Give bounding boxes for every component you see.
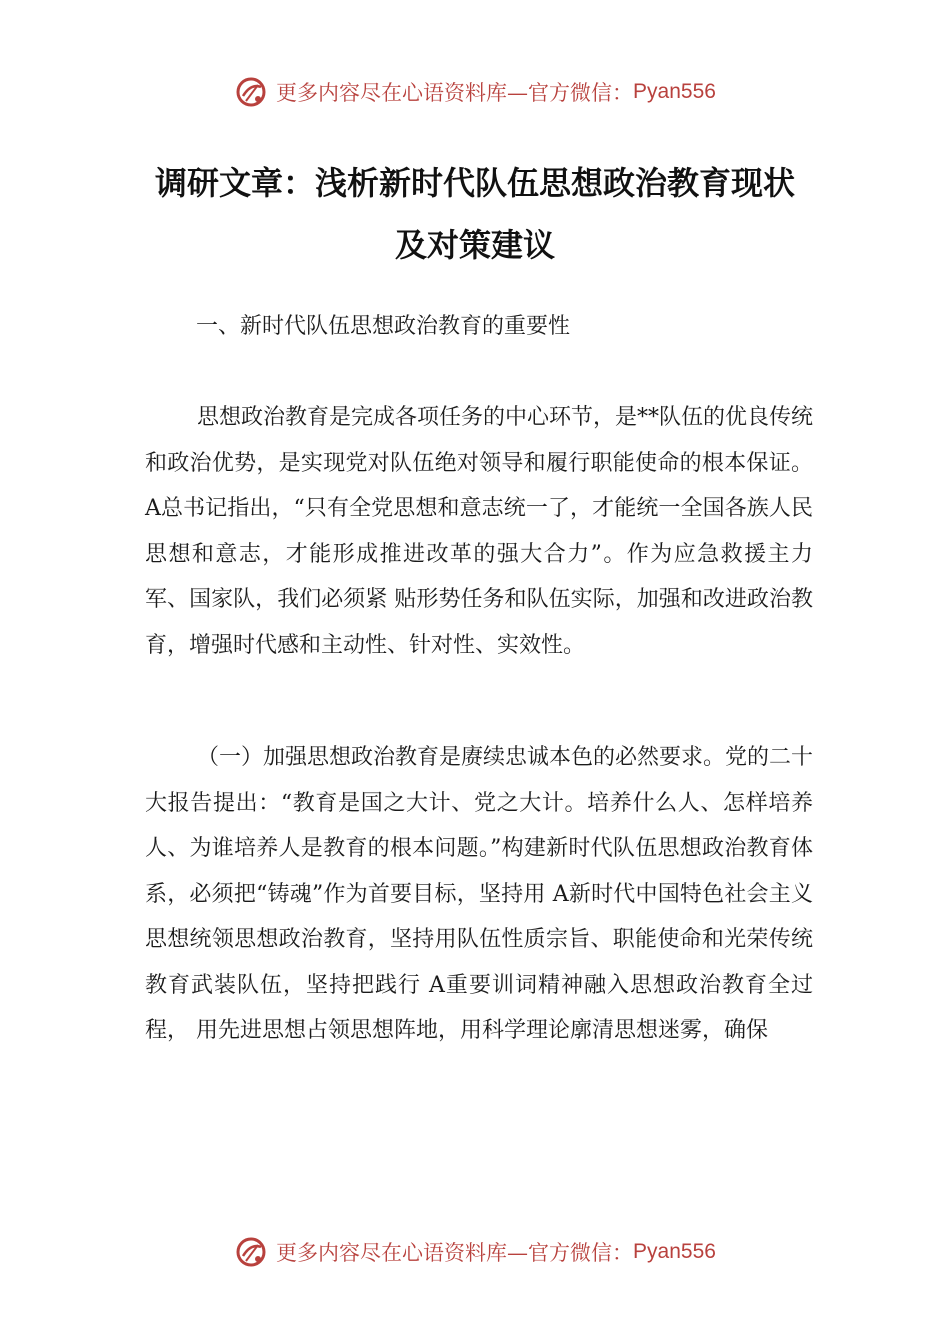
watermark-id: Pyan556 bbox=[633, 80, 716, 103]
brand-logo-icon bbox=[234, 1235, 268, 1269]
watermark-text: 更多内容尽在心语资料库—官方微信： bbox=[276, 1241, 634, 1265]
watermark-id: Pyan556 bbox=[633, 1240, 716, 1263]
section-heading: 一、新时代队伍思想政治教育的重要性 bbox=[196, 314, 571, 339]
header-watermark bbox=[0, 70, 950, 114]
footer-watermark bbox=[0, 1230, 950, 1274]
document-title: 调研文章：浅析新时代队伍思想政治教育现状及对策建议 bbox=[154, 164, 795, 264]
brand-logo-icon bbox=[234, 75, 268, 109]
paragraph: 思想政治教育是完成各项任务的中心环节，是**队伍的优良传统和政治优势，是实现党对队伍绝对领导和履行职能使命的根本保证。A总书记指出，“只有全党思想和意志统一了，才能统一全国各族人民思想和意志，才能形成推进改革的强大合力”。作为应急救援主力军、国家队，我们必须紧 贴形势任务和队伍实际，加强和改进政治教育，增强时代感和主动性、针对性、实效性。 bbox=[145, 405, 814, 658]
paragraph: （一）加强思想政治教育是赓续忠诚本色的必然要求。党的二十大报告提出：“教育是国之大计、党之大计。培养什么人、怎样培养人、为谁培养人是教育的根本问题。”构建新时代队伍思想政治教育体系，必须把“铸魂”作为首要目标，坚持用 A新时代中国特色社会主义思想统领思想政治教育，坚持用队伍性质宗旨、职能使命和光荣传统教育武装队伍，坚持把践行 A重要训词精神融入思想政治教育全过程， 用先进思想占领思想阵地，用科学理论廓清思想迷雾，确保 bbox=[145, 745, 814, 1043]
watermark-text: 更多内容尽在心语资料库—官方微信： bbox=[276, 81, 634, 105]
